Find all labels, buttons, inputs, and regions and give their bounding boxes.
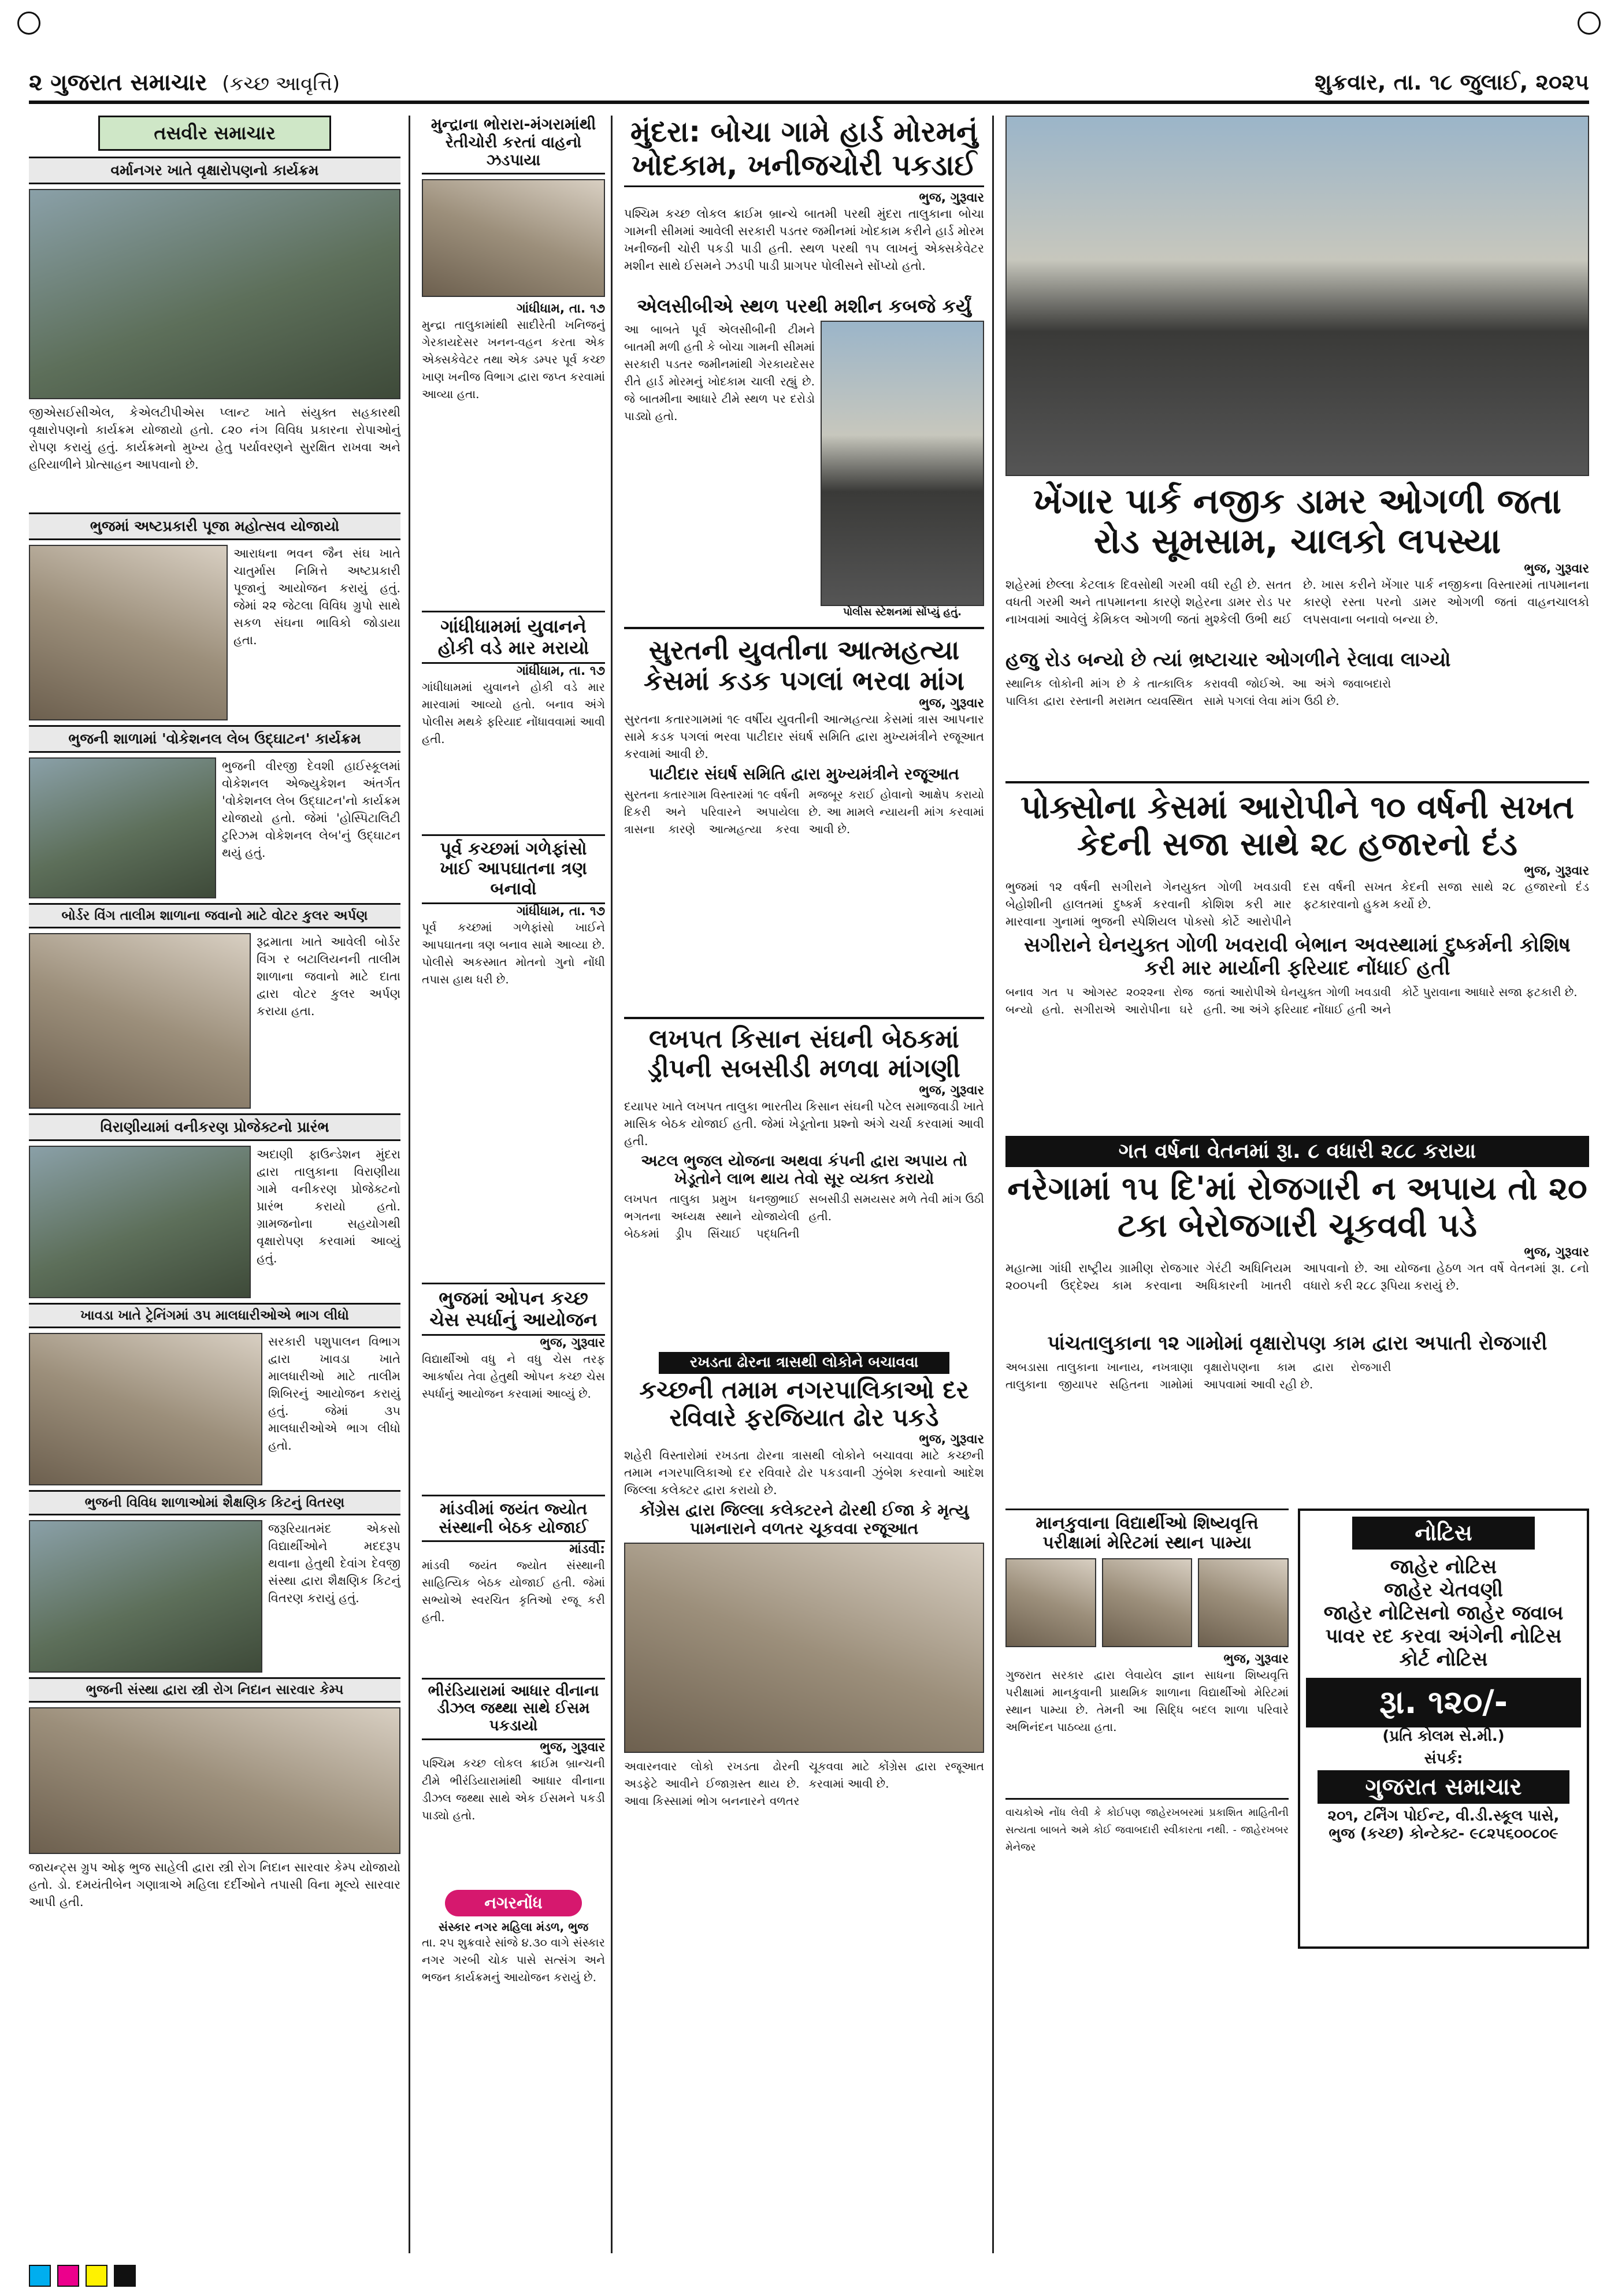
story-body: મુન્દ્રા તાલુકામાંથી સાદીરેતી ખનિજનું ગેરકાયદેસર ખનન-વહન કરતા એક એક્સકેવેટર તથા એક ડમ્પર પૂર્વ કચ્છ ખાણ ખનીજ વિભાગ દ્વારા જપ્ત કરવામાં આવ્યા હતા.	[422, 318, 605, 402]
story-headline: ગાંધીધામમાં યુવાનને હોકી વડે માર મરાયો	[422, 611, 605, 664]
item-title: ખાવડા ખાતે ટ્રેનિંગમાં ૩૫ માલધારીઓએ ભાગ લીધો	[29, 1303, 400, 1328]
story-headline: માંડવીમાં જયંત જ્યોત સંસ્થાની બેઠક યોજાઈ	[422, 1495, 605, 1542]
medical-camp-photo	[29, 1707, 400, 1854]
color-calibration-bar	[29, 2265, 1589, 2288]
cyan-swatch	[29, 2265, 51, 2287]
notice-ad-item: જાહેર નોટિસ	[1390, 1555, 1497, 1578]
photo-news-item	[29, 1490, 400, 1673]
page-number: ૨	[29, 69, 43, 96]
nagarnondh-body: તા. ૨૫ શુક્રવારે સાંજે ૪.૩૦ વાગે સંસ્કાર નગર ગરબી ચોક પાસે સત્સંગ અને ભજન કાર્યક્રમનું આયોજન કરાયું છે.	[422, 1935, 605, 1984]
column-main-stories	[624, 116, 994, 2253]
notice-ad-address: ૨૦૧, ટર્નિંગ પોઈન્ટ, વી.ડી.સ્કૂલ પાસે,	[1327, 1807, 1560, 1825]
story-headline: માનકુવાના વિદ્યાર્થીઓ શિષ્યવૃત્તિ પરીક્ષામાં મેરિટમાં સ્થાન પામ્યા	[1005, 1509, 1289, 1554]
paper-name: ગુજરાત સમાચાર	[50, 69, 207, 96]
notice-ad-item: કોર્ટ નોટિસ	[1399, 1647, 1488, 1671]
notice-ad-title: નોટિસ	[1352, 1517, 1535, 1550]
dateline: ભુજ, ગુરૂવાર	[1524, 562, 1589, 576]
item-title: ભુજમાં અષ્ટપ્રકારી પૂજા મહોત્સવ યોજાયો	[29, 512, 400, 540]
story-body: પશ્ચિમ કચ્છ લોકલ ક્રાઈમ બ્રાન્ચની ટીમે ભીરંડિયારામાંથી આધાર વીનાના ડીઝલ જથ્થા સાથે એક ઈસમને પકડી પાડ્યો હતો.	[422, 1756, 605, 1822]
dateline: માંડવી:	[569, 1542, 605, 1557]
item-title: વિરાણીયામાં વનીકરણ પ્રોજેક્ટનો પ્રારંભ	[29, 1113, 400, 1141]
item-body: રૂદ્રમાતા ખાતે આવેલી બોર્ડર વિંગ ર બટાલિયનની તાલીમ શાળાના જવાનો માટે દાતા દ્વારા વોટર કુલર અર્પણ કરાયા હતા.	[257, 935, 400, 1018]
story-headline: કચ્છની તમામ નગરપાલિકાઓ દર રવિવારે ફરજિયાત ઢોર પકડે	[639, 1376, 969, 1432]
notice-ad-price-note: (પ્રતિ કોલમ સે.મી.)	[1382, 1727, 1505, 1745]
notice-ad-item: જાહેર નોટિસનો જાહેર જવાબ	[1323, 1601, 1564, 1625]
notice-ad-phone: ભુજ (કચ્છ) કોન્ટેક્ટ- ૯૮૨૫૬૦૦૮૦૯	[1328, 1825, 1558, 1842]
student-photo	[1102, 1558, 1193, 1647]
photo-news-item	[29, 157, 400, 508]
story-body: લખપત તાલુકા પ્રમુખ ધનજીભાઈ ભગતના અધ્યક્ષ સ્થાને યોજાયેલી બેઠકમાં ડ્રીપ સિંચાઈ પદ્ધતિની સબસીડી સમયસર મળે તેવી માંગ ઉઠી હતી.	[624, 1192, 984, 1241]
story-headline: મુન્દ્રાના ભોરારા-મંગરામાંથી રેતીચોરી કરતાં વાહનો ઝડપાયા	[422, 116, 605, 174]
dateline: ભુજ, ગુરૂવાર	[1524, 1244, 1589, 1260]
story-body: દયાપર ખાતે લખપત તાલુકા ભારતીય કિસાન સંઘની પટેલ સમાજવાડી ખાતે માસિક બેઠક યોજાઈ હતી. જેમાં ખેડૂતોના પ્રશ્નો અંગે ચર્ચા કરવામાં આવી હતી.	[624, 1099, 984, 1149]
story-body: સ્થાનિક લોકોની માંગ છે કે તાત્કાલિક પાલિકા દ્વારા રસ્તાની મરામત વ્યવસ્થિત કરાવવી જોઈએ. આ અંગે જવાબદારો સામે પગલાં લેવા માંગ ઉઠી છે.	[1005, 677, 1391, 708]
tree-plantation-photo	[29, 189, 400, 399]
item-title: બોર્ડર વિંગ તાલીમ શાળાના જવાનો માટે વોટર કુલર અર્પણ	[29, 903, 400, 928]
story-body: શહેરી વિસ્તારોમાં રખડતા ઢોરના ત્રાસથી લોકોને બચાવવા માટે કચ્છની તમામ નગરપાલિકાઓ દર રવિવારે ઢોર પકડવાની ઝુંબેશ કરવાનો આદેશ જિલ્લા કલેક્ટર દ્વારા કરાયો છે.	[624, 1448, 984, 1497]
item-title: ભુજની સંસ્થા દ્વારા સ્ત્રી રોગ નિદાન સારવાર કેમ્પ	[29, 1677, 400, 1703]
masthead-left	[29, 69, 340, 96]
story-body: ભુજમાં ૧૨ વર્ષની સગીરાને ગેનયુક્ત ગોળી ખવડાવી બેહોશીની હાલતમાં દુષ્કર્મ કરવાની કોશિશ કરી માર મારવાના ગુનામાં ભુજની સ્પેશિયલ પોક્સો કોર્ટે આરોપીને દસ વર્ષની સખત કેદની સજા સાથે ૨૮ હજારનો દંડ ફટકારવાનો હુકમ કર્યો છે.	[1005, 879, 1589, 928]
notice-ad	[1298, 1509, 1589, 1949]
dateline: ભુજ, ગુરૂવાર	[919, 191, 984, 205]
story-subhead: સગીરાને ઘેનયુક્ત ગોળી ખવરાવી બેભાન અવસ્થામાં દુષ્કર્મની કોશિષ કરી માર માર્યાની ફરિયાદ નોંધાઈ હતી	[1024, 933, 1571, 980]
dateline: ભુજ, ગુરૂવાર	[540, 1740, 605, 1755]
dateline: ગાંધીધામ, તા. ૧૭	[516, 302, 605, 317]
issue-date: શુક્રવાર, તા. ૧૮ જુલાઈ, ૨૦૨૫	[1315, 69, 1589, 95]
item-body: અદાણી ફાઉન્ડેશન મુંદરા દ્વારા તાલુકાના વિરાણીયા ગામે વનીકરણ પ્રોજેક્ટનો પ્રારંભ કરાયો હતો. ગ્રામજનોના સહયોગથી વૃક્ષારોપણ કરવામાં આવ્યું હતું.	[257, 1147, 400, 1265]
item-body: જરૂરિયાતમંદ એકસો વિદ્યાર્થીઓને મદદરૂપ થવાના હેતુથી દેવાંગ દેવજી સંસ્થા દ્વારા શૈક્ષણિક કિટનું વિતરણ કરાયું હતું.	[268, 1522, 400, 1605]
notice-ad-contact-label: સંપર્ક:	[1424, 1749, 1463, 1767]
student-photo	[1005, 1558, 1096, 1647]
notice-ad-item: જાહેર ચેતવણી	[1384, 1578, 1503, 1602]
photo-news-item	[29, 1113, 400, 1298]
column-right-stories	[1005, 116, 1589, 2253]
dateline: ભુજ, ગુરૂવાર	[919, 696, 984, 711]
story-headline: લખપત કિસાન સંઘની બેઠકમાં ડ્રીપની સબસીડી મળવા માંગણી	[624, 1017, 984, 1083]
story-body: મહાત્મા ગાંધી રાષ્ટ્રીય ગ્રામીણ રોજગાર ગેરંટી અધિનિયમ ૨૦૦૫ની ઉદ્દેશ્ય કામ કરવાના અધિકારની ખાતરી આપવાનો છે. આ યોજના હેઠળ ગત વર્ષે વેતનમાં રૂા. ૮નો વધારો કરી ૨૮૮ રૂપિયા કરાયું છે.	[1005, 1261, 1589, 1292]
story-headline: નરેગામાં ૧૫ દિ'માં રોજગારી ન અપાય તો ૨૦ ટકા બેરોજગારી ચૂકવવી પડે	[1007, 1169, 1587, 1245]
dateline: ગાંધીધામ, તા. ૧૭	[516, 904, 605, 919]
story-body: વિદ્યાર્થીઓ વધુ ને વધુ ચેસ તરફ આકર્ષાય તેવા હેતુથી ઓપન કચ્છ ચેસ સ્પર્ધાનું આયોજન કરવામાં આવ્યું છે.	[422, 1351, 605, 1400]
dateline: ભુજ, ગુરૂવાર	[919, 1432, 984, 1447]
section-title: તસવીર સમાચાર	[98, 116, 331, 151]
story-body: ગુજરાત સરકાર દ્વારા લેવાયેલ જ્ઞાન સાધના શિષ્યવૃત્તિ પરીક્ષામાં માનકુવાની પ્રાથમિક શાળાના વિદ્યાર્થીઓ મેરિટમાં સ્થાન પામ્યા છે. તેમની આ સિદ્ધિ બદલ શાળા પરિવારે અભિનંદન પાઠવ્યા હતા.	[1005, 1667, 1289, 1734]
registration-mark-top-left	[17, 12, 40, 35]
item-body: જાયન્ટ્સ ગ્રુપ ઓફ ભુજ સાહેલી દ્વારા સ્ત્રી રોગ નિદાન સારવાર કેમ્પ યોજાયો હતો. ડો. દમયંતીબેન ગણાત્રાએ મહિલા દર્દીઓને તપાસી વિના મૂલ્યે સારવાર આપી હતી.	[29, 1860, 400, 1909]
story-body: આ બાબતે પૂર્વ એલસીબીની ટીમને બાતમી મળી હતી કે બોચા ગામની સીમમાં સરકારી પડતર જમીનમાંથી ગેરકાયદેસર રીતે હાર્ડ મોરમનું ખોદકામ ચાલી રહ્યું છે. જે બાતમીના આધારે ટીમે સ્થળ પર દરોડો પાડ્યો હતો.	[624, 322, 815, 423]
column-short-news	[422, 116, 613, 2253]
story-body: બનાવ ગત ૫ ઓગસ્ટ ૨૦૨૨ના રોજ બન્યો હતો. સગીરાએ આરોપીના ઘરે જતાં આરોપીએ ઘેનયુક્ત ગોળી ખવડાવી હતી. આ અંગે ફરિયાદ નોંધાઈ હતી અને કોર્ટે પુરાવાના આધારે સજા ફટકારી છે.	[1005, 985, 1578, 1017]
column-photo-news	[29, 116, 410, 2253]
story-body: ગાંધીધામમાં યુવાનને હોકી વડે માર મારવામાં આવ્યો હતો. બનાવ અંગે પોલીસ મથકે ફરિયાદ નોંધાવવામાં આવી હતી.	[422, 679, 605, 746]
story-headline: સુરતની યુવતીના આત્મહત્યા કેસમાં કડક પગલાં ભરવા માંગ	[624, 627, 984, 696]
notice-ad-price: રૂા. ૧૨૦/-	[1306, 1678, 1581, 1727]
water-cooler-photo	[29, 933, 251, 1109]
training-photo	[29, 1333, 262, 1485]
photo-news-item	[29, 725, 400, 898]
dateline: ભુજ, ગુરૂવાર	[1524, 863, 1589, 878]
story-kicker: રખડતા ઢોરના ત્રાસથી લોકોને બચાવવા	[659, 1352, 949, 1374]
item-body: ભુજની વીરજી દેવશી હાઈસ્કૂલમાં વોકેશનલ એજ્યુકેશન અંતર્ગત 'વોકેશનલ લેબ ઉદ્ઘાટન'નો કાર્યક્રમ યોજાયો હતો. જેમાં 'હોસ્પિટાલિટી ટુરિઝમ વોકેશનલ લેબ'નું ઉદ્ઘાટન થયું હતું.	[222, 759, 400, 860]
item-title: ભુજની વિવિધ શાળાઓમાં શૈક્ષણિક કિટનું વિતરણ	[29, 1490, 400, 1515]
item-body: આરાધના ભવન જૈન સંઘ ખાતે ચાતુર્માસ નિમિત્તે અષ્ટપ્રકારી પૂજાનું આયોજન કરાયું હતું. જેમાં ૨૨ જેટલા વિવિધ ગ્રુપો સાથે સકળ સંઘના ભાવિકો જોડાયા હતા.	[233, 547, 400, 647]
story-headline: ભીરંડિયારામાં આધાર વીનાના ડીઝલ જથ્થા સાથે ઈસમ પકડાયો	[422, 1678, 605, 1740]
item-body: જીએસઈસીએલ, કેએલટીપીએસ પ્લાન્ટ ખાતે સંયુક્ત સહકારથી વૃક્ષારોપણનો કાર્યક્રમ યોજાયો હતો. ૮૨૦ નંગ વિવિધ પ્રકારના રોપાઓનું રોપણ કરાયું હતું. કાર્યક્રમનો મુખ્ય હેતુ પર્યાવરણને સુરક્ષિત રાખવા અને હરિયાળીને પ્રોત્સાહન આપવાનો છે.	[29, 406, 400, 471]
dateline: ભુજ, ગુરૂવાર	[919, 1083, 984, 1098]
yellow-swatch	[86, 2265, 107, 2287]
photo-news-item	[29, 1677, 400, 1928]
story-headline: પોક્સોના કેસમાં આરોપીને ૧૦ વર્ષની સખત કેદની સજા સાથે ૨૮ હજારનો દંડ	[1005, 781, 1589, 864]
story-subhead: હજુ રોડ બન્યો છે ત્યાં ભ્રષ્ટાચાર ઓગળીને રેલાવા લાગ્યો	[1005, 648, 1451, 671]
story-body: અવારનવાર લોકો રખડતા ઢોરની અડફેટે આવીને ઈજાગ્રસ્ત થાય છે. આવા કિસ્સામાં ભોગ બનનારને વળતર ચૂકવવા માટે કોંગ્રેસ દ્વારા રજૂઆત કરવામાં આવી છે.	[624, 1759, 984, 1808]
item-title: ભુજની શાળામાં 'વોકેશનલ લેબ ઉદ્ઘાટન' કાર્યક્રમ	[29, 725, 400, 753]
puja-photo	[29, 545, 228, 720]
registration-mark-top-right	[1578, 12, 1601, 35]
photo-caption: પોલીસ સ્ટેશનમાં સોંપ્યું હતું.	[843, 605, 962, 618]
dateline: ગાંધીધામ, તા. ૧૭	[516, 663, 605, 678]
story-body: પશ્ચિમ કચ્છ લોકલ ક્રાઈમ બ્રાન્ચે બાતમી પરથી મુંદરા તાલુકાના બોચા ગામની સીમમાં આવેલી સરકારી પડતર જમીનમાં ખોદકામ કરીને હાર્ડ મોરમ ખનીજની ચોરી પકડી પાડી હતી. સ્થળ પરથી ૧૫ લાખનું એક્સકેવેટર મશીન સાથે ઈસમને ઝડપી પાડી પ્રાગપર પોલીસને સોંપ્યો હતો.	[624, 207, 984, 273]
story-subhead: એલસીબીએ સ્થળ પરથી મશીન કબજે કર્યું	[637, 295, 971, 317]
black-swatch	[114, 2265, 136, 2287]
story-body: માંડવી જયંત જ્યોત સંસ્થાની સાહિત્યિક બેઠક યોજાઈ હતી. જેમાં સભ્યોએ સ્વરચિત કૃતિઓ રજૂ કરી હતી.	[422, 1558, 605, 1625]
student-photo	[1198, 1558, 1289, 1647]
notice-ad-item: પાવર રદ કરવા અંગેની નોટિસ	[1325, 1624, 1562, 1648]
photo-news-item	[29, 512, 400, 720]
item-title: વર્માનગર ખાતે વૃક્ષારોપણનો કાર્યક્રમ	[29, 157, 400, 184]
story-headline: ખેંગાર પાર્ક નજીક ડામર ઓગળી જતા રોડ સૂમસામ, ચાલકો લપસ્યા	[1033, 481, 1561, 562]
edition: (કચ્છ આવૃત્તિ)	[222, 72, 340, 95]
congress-meeting-photo	[624, 1543, 984, 1753]
lead-headline: મુંદરા: બોચા ગામે હાર્ડ મોરમનું ખોદકામ, ખનીજચોરી પકડાઈ	[624, 116, 984, 187]
story-body: સુરતના કતારગામમાં ૧૯ વર્ષીય યુવતીની આત્મહત્યા કેસમાં ત્રાસ આપનાર સામે કડક પગલાં ભરવા પાટીદાર સંઘર્ષ સમિતિ દ્વારા મુખ્યમંત્રીને રજૂઆત કરવામાં આવી છે.	[624, 712, 984, 761]
dateline: ભુજ, ગુરૂવાર	[540, 1335, 605, 1350]
dateline: ભુજ, ગુરૂવાર	[1223, 1651, 1289, 1666]
story-body: શહેરમાં છેલ્લા કેટલાક દિવસોથી ગરમી વધી રહી છે. સતત વધતી ગરમી અને તાપમાનના કારણે શહેરના ડામર રોડ પર નાખવામાં આવેલું કેમિકલ ઓગળી જતાં મુશ્કેલી ઉભી થઈ છે. ખાસ કરીને ખેંગાર પાર્ક નજીકના વિસ્તારમાં તાપમાનના કારણે રસ્તા પરનો ડામર ઓગળી જતાં વાહનચાલકો લપસવાના બનાવો બન્યા છે.	[1005, 578, 1589, 626]
story-kicker: ગત વર્ષના વેતનમાં રૂા. ૮ વધારી ૨૮૮ કરાયા	[1005, 1136, 1589, 1166]
story-subhead: પાંચતાલુકાના ૧૨ ગામોમાં વૃક્ષારોપણ કામ દ્વારા અપાતી રોજગારી	[1047, 1331, 1548, 1355]
story-body: સુરતના કતારગામ વિસ્તારમાં ૧૯ વર્ષની દિકરી અને પરિવારને અપાયેલા ત્રાસના કારણે આત્મહત્યા કરવા મજબૂર કરાઈ હોવાનો આક્ષેપ કરાયો છે. આ મામલે ન્યાયની માંગ કરવામાં આવી છે.	[624, 787, 984, 836]
nagarnondh-title: નગરનોંધ	[445, 1890, 582, 1916]
magenta-swatch	[57, 2265, 79, 2287]
nagarnondh-subtitle: સંસ્કાર નગર મહિલા મંડળ, ભુજ	[438, 1919, 589, 1934]
photo-news-item	[29, 903, 400, 1109]
story-body: અબડાસા તાલુકાના ખાનાય, નખત્રાણા તાલુકાના જીયાપર સહિતના ગામોમાં વૃક્ષારોપણના કામ દ્વારા રોજગારી આપવામાં આવી રહી છે.	[1005, 1359, 1391, 1391]
melted-road-photo	[1005, 116, 1589, 476]
afforestation-photo	[29, 1146, 251, 1298]
story-subhead: પાટીદાર સંઘર્ષ સમિતિ દ્વારા મુખ્યમંત્રીને રજૂઆત	[648, 764, 959, 783]
story-body: પૂર્વ કચ્છમાં ગળેફાંસો ખાઈને આપઘાતના ત્રણ બનાવ સામે આવ્યા છે. પોલીસે અકસ્માત મોતનો ગુનો નોંધી તપાસ હાથ ધરી છે.	[422, 920, 605, 987]
story-headline: ભુજમાં ઓપન કચ્છ ચેસ સ્પર્ધાનું આયોજન	[422, 1283, 605, 1336]
story-subhead: અટલ ભુજલ યોજના અથવા કંપની દ્વારા અપાય તો ખેડૂતોને લાભ થાય તેવો સૂર વ્યક્ત કરાયો	[641, 1152, 967, 1188]
item-body: સરકારી પશુપાલન વિભાગ દ્વારા ખાવડા ખાતે માલધારીઓ માટે તાલીમ શિબિરનું આયોજન કરાયું હતું. જેમાં ૩૫ માલધારીઓએ ભાગ લીધો હતો.	[268, 1335, 400, 1452]
masthead	[29, 69, 1589, 104]
kit-distribution-photo	[29, 1520, 262, 1673]
ad-disclaimer: વાચકોએ નોંધ લેવી કે કોઈપણ જાહેરખબરમાં પ્રકાશિત માહિતીની સત્યતા બાબતે અમે કોઈ જવાબદારી સ્વીકારતા નથી. - જાહેરખબર મેનેજર	[1005, 1798, 1289, 1949]
story-headline: પૂર્વ કચ્છમાં ગળેફાંસો ખાઈ આપઘાતના ત્રણ બનાવો	[422, 834, 605, 905]
notice-ad-contact-name: ગુજરાત સમાચાર	[1318, 1770, 1569, 1804]
seized-machine-photo	[821, 321, 984, 606]
photo-news-item	[29, 1303, 400, 1485]
story-subhead: કોંગ્રેસ દ્વારા જિલ્લા કલેક્ટરને ઢોરથી ઈજા કે મૃત્યુ પામનારાને વળતર ચૂકવવા રજૂઆત	[639, 1500, 969, 1538]
excavator-photo	[422, 179, 605, 297]
lab-inauguration-photo	[29, 757, 216, 898]
